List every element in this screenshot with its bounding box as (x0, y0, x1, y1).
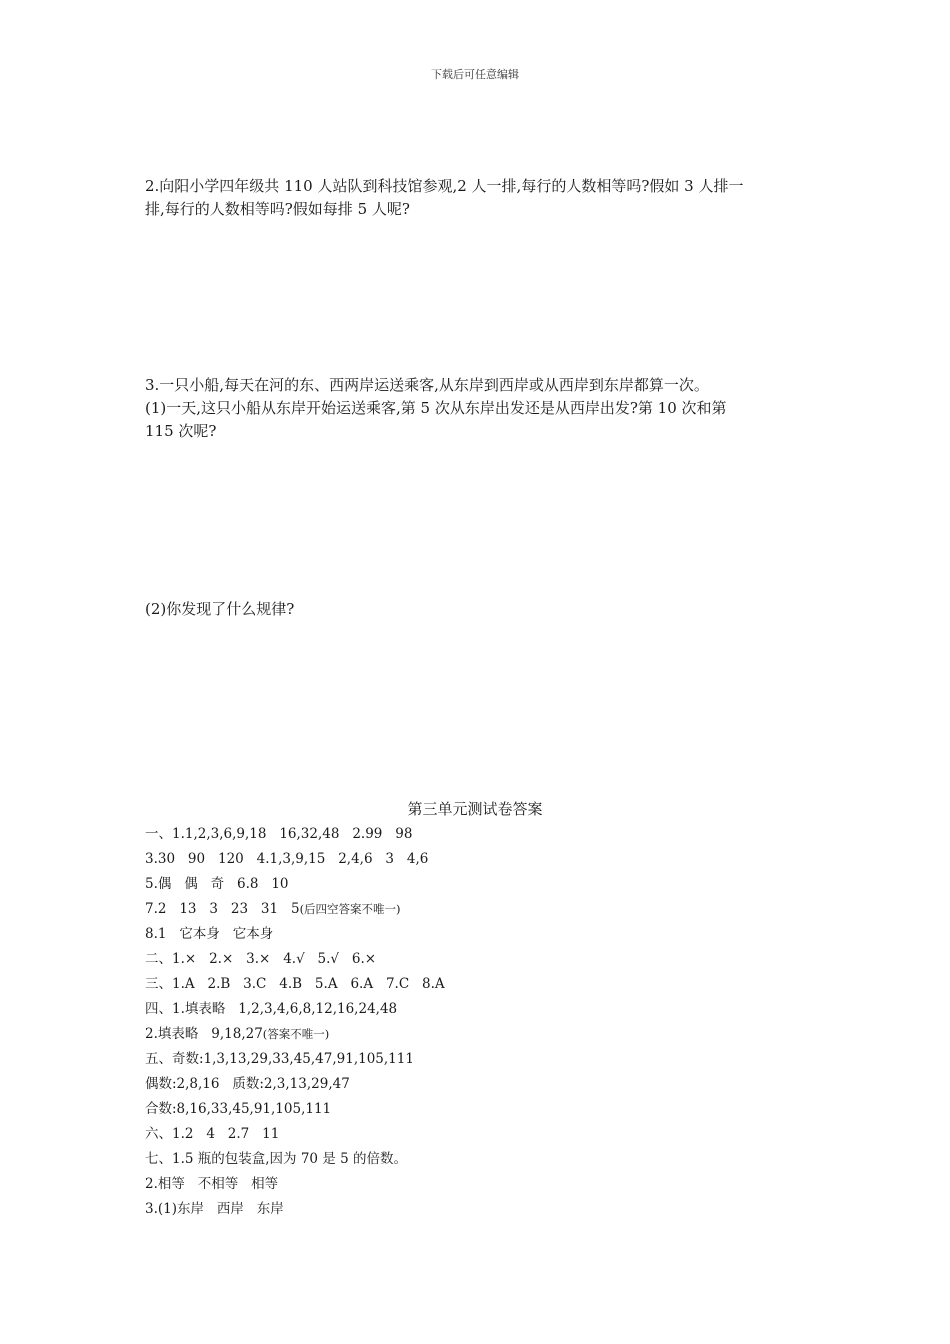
answer-line (145, 972, 825, 997)
answer-text: 七、1.5 瓶的包装盒,因为 70 是 5 的倍数。 (145, 1151, 407, 1167)
question-3-line-3: 115 次呢? (145, 422, 217, 440)
answer-text: 5.偶 偶 奇 6.8 10 (145, 876, 289, 892)
question-3-part-2: (2)你发现了什么规律? (145, 600, 295, 618)
question-2-line-2: 排,每行的人数相等吗?假如每排 5 人呢? (145, 200, 410, 218)
answer-line (145, 1172, 825, 1197)
question-2 (145, 175, 815, 221)
answer-line (145, 1047, 825, 1072)
answer-text: 7.2 13 3 23 31 5 (145, 901, 300, 917)
answer-key-title: 第三单元测试卷答案 (407, 800, 543, 818)
answer-note: (答案不唯一) (262, 1027, 330, 1041)
answer-line (145, 1147, 825, 1172)
answer-line (145, 1097, 825, 1122)
question-3-line-1: 3.一只小船,每天在河的东、西两岸运送乘客,从东岸到西岸或从西岸到东岸都算一次。 (145, 376, 709, 394)
question-3 (145, 374, 815, 443)
answer-text: 五、奇数:1,3,13,29,33,45,47,91,105,111 (145, 1051, 414, 1067)
answer-text: 六、1.2 4 2.7 11 (145, 1126, 280, 1142)
question-3-line-2: (1)一天,这只小船从东岸开始运送乘客,第 5 次从东岸出发还是从西岸出发?第 10 次和第 (145, 399, 727, 417)
answer-line (145, 1022, 825, 1047)
answer-text: 8.1 它本身 它本身 (145, 926, 274, 942)
answer-line (145, 822, 825, 847)
answer-line (145, 1197, 825, 1222)
answer-text: 合数:8,16,33,45,91,105,111 (145, 1101, 332, 1117)
answer-text: 一、1.1,2,3,6,9,18 16,32,48 2.99 98 (145, 826, 413, 842)
answer-text: 偶数:2,8,16 质数:2,3,13,29,47 (145, 1076, 350, 1092)
answer-line (145, 897, 825, 922)
answer-text: 3.(1)东岸 西岸 东岸 (145, 1201, 284, 1217)
answer-text: 2.相等 不相等 相等 (145, 1176, 279, 1192)
answer-note: (后四空答案不唯一) (299, 902, 401, 916)
page-header: 下载后可任意编辑 (431, 68, 519, 81)
answer-line (145, 847, 825, 872)
answer-key (145, 822, 825, 1222)
answer-line (145, 947, 825, 972)
answer-line (145, 997, 825, 1022)
question-2-line-1: 2.向阳小学四年级共 110 人站队到科技馆参观,2 人一排,每行的人数相等吗?假如 3 人排一 (145, 177, 744, 195)
answer-text: 三、1.A 2.B 3.C 4.B 5.A 6.A 7.C 8.A (145, 976, 445, 992)
answer-line (145, 1072, 825, 1097)
answer-text: 四、1.填表略 1,2,3,4,6,8,12,16,24,48 (145, 1001, 398, 1017)
answer-line (145, 1122, 825, 1147)
answer-line (145, 922, 825, 947)
answer-line (145, 872, 825, 897)
answer-text: 3.30 90 120 4.1,3,9,15 2,4,6 3 4,6 (145, 851, 429, 867)
answer-text: 二、1.× 2.× 3.× 4.√ 5.√ 6.× (145, 951, 377, 967)
answer-text: 2.填表略 9,18,27 (145, 1026, 263, 1042)
